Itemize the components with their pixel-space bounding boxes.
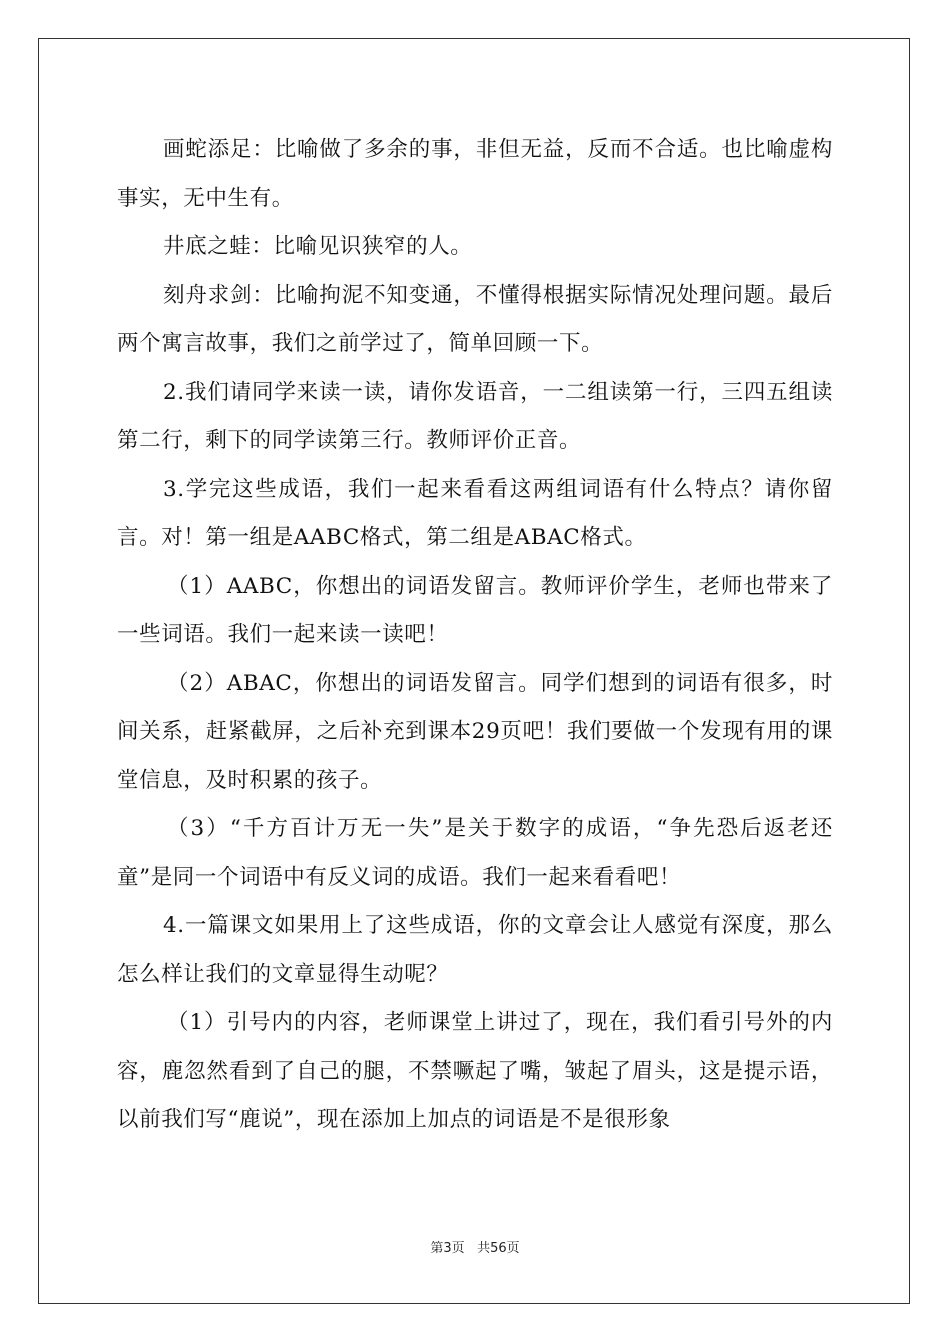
paragraph-hua-she-tian-zu: 画蛇添足：比喻做了多余的事，非但无益，反而不合适。也比喻虚构事实，无中生有。 — [117, 137, 833, 211]
footer-page-prefix: 第 — [430, 1241, 444, 1256]
paragraph-step-2: 2.我们请同学来读一读，请你发语音，一二组读第一行，三四五组读第二行，剩下的同学读第三行。教师评价正音。 — [117, 379, 833, 453]
paragraph-step-4: 4.一篇课文如果用上了这些成语，你的文章会让人感觉有深度，那么怎么样让我们的文章显得生动呢？ — [117, 913, 833, 987]
paragraph-jing-di-zhi-wa: 井底之蛙：比喻见识狭窄的人。 — [163, 234, 473, 259]
paragraph-step-3: 3.学完这些成语，我们一起来看看这两组词语有什么特点？请你留言。对！第一组是AABC格式，第二组是ABAC格式。 — [117, 476, 833, 550]
page-footer — [0, 1239, 950, 1259]
footer-page-current: 3 — [443, 1241, 452, 1256]
footer-total-suffix: 页 — [506, 1241, 520, 1256]
footer-page-total: 56 — [490, 1241, 507, 1256]
footer-total-prefix: 共 — [477, 1241, 491, 1256]
paragraph-ke-zhou-qiu-jian: 刻舟求剑：比喻拘泥不知变通，不懂得根据实际情况处理问题。最后两个寓言故事，我们之前学过了，简单回顾一下。 — [117, 282, 833, 356]
paragraph-step-3-2: （2）ABAC，你想出的词语发留言。同学们想到的词语有很多，时间关系，赶紧截屏，之后补充到课本29页吧！我们要做一个发现有用的课堂信息，及时积累的孩子。 — [117, 670, 833, 793]
paragraph-step-4-1: （1）引号内的内容，老师课堂上讲过了，现在，我们看引号外的内容，鹿忽然看到了自己的腿，不禁噘起了嘴，皱起了眉头，这是提示语，以前我们写“鹿说”，现在添加上加点的词语是不是很形象 — [117, 1010, 833, 1132]
footer-page-suffix: 页 — [451, 1241, 465, 1256]
document-body — [117, 126, 833, 1145]
paragraph-step-3-1: （1）AABC，你想出的词语发留言。教师评价学生，老师也带来了一些词语。我们一起来读一读吧！ — [117, 573, 833, 647]
paragraph-step-3-3: （3）“千方百计万无一失”是关于数字的成语，“争先恐后返老还童”是同一个词语中有反义词的成语。我们一起来看看吧！ — [117, 816, 833, 890]
